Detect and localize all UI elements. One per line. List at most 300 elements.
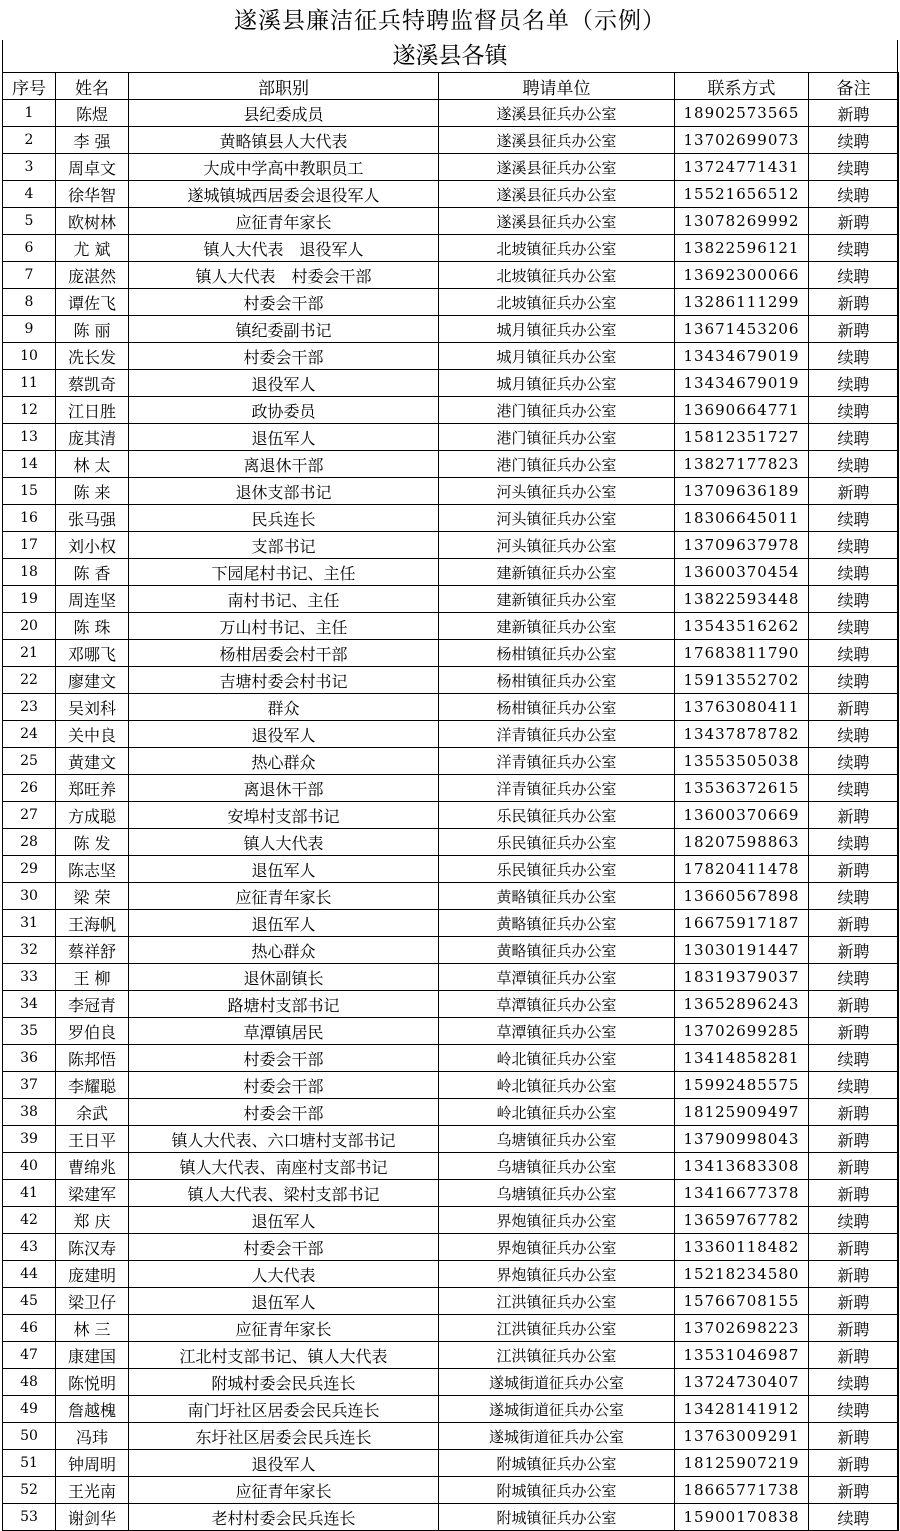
cell-unit: 河头镇征兵办公室	[439, 532, 675, 559]
table-row	[3, 748, 899, 775]
cell-position: 安埠村支部书记	[129, 802, 439, 829]
cell-phone: 18207598863	[675, 829, 809, 856]
cell-unit: 界炮镇征兵办公室	[439, 1261, 675, 1288]
cell-name: 陈汉寿	[56, 1234, 129, 1261]
table-row	[3, 1369, 899, 1396]
cell-index: 16	[3, 505, 56, 532]
cell-position: 退伍军人	[129, 1207, 439, 1234]
cell-note: 新聘	[809, 1099, 899, 1126]
header-index: 序号	[3, 73, 56, 100]
cell-note: 新聘	[809, 208, 899, 235]
cell-phone: 13709636189	[675, 478, 809, 505]
table-row	[3, 1126, 899, 1153]
cell-phone: 13414858281	[675, 1045, 809, 1072]
table-row	[3, 586, 899, 613]
table-row	[3, 478, 899, 505]
cell-name: 陈志坚	[56, 856, 129, 883]
cell-name: 郑旺养	[56, 775, 129, 802]
cell-name: 庞其清	[56, 424, 129, 451]
cell-name: 王 柳	[56, 964, 129, 991]
cell-phone: 18125907219	[675, 1450, 809, 1477]
cell-unit: 遂溪县征兵办公室	[439, 100, 675, 127]
cell-position: 路塘村支部书记	[129, 991, 439, 1018]
cell-name: 曹绵兆	[56, 1153, 129, 1180]
cell-name: 郑 庆	[56, 1207, 129, 1234]
cell-index: 50	[3, 1423, 56, 1450]
cell-phone: 18306645011	[675, 505, 809, 532]
cell-unit: 乌塘镇征兵办公室	[439, 1180, 675, 1207]
cell-note: 续聘	[809, 721, 899, 748]
cell-index: 8	[3, 289, 56, 316]
cell-index: 46	[3, 1315, 56, 1342]
table-frame	[2, 40, 898, 1530]
cell-phone: 13790998043	[675, 1126, 809, 1153]
cell-position: 退休副镇长	[129, 964, 439, 991]
cell-name: 蔡凯奇	[56, 370, 129, 397]
table-row	[3, 964, 899, 991]
cell-index: 53	[3, 1504, 56, 1531]
cell-index: 25	[3, 748, 56, 775]
cell-position: 吉塘村委会村书记	[129, 667, 439, 694]
document-title: 遂溪县廉洁征兵特聘监督员名单（示例）	[234, 8, 666, 34]
cell-index: 2	[3, 127, 56, 154]
cell-index: 28	[3, 829, 56, 856]
cell-position: 村委会干部	[129, 1072, 439, 1099]
cell-position: 黄略镇县人大代表	[129, 127, 439, 154]
cell-note: 续聘	[809, 559, 899, 586]
cell-name: 陈 发	[56, 829, 129, 856]
cell-name: 王光南	[56, 1477, 129, 1504]
cell-position: 江北村支部书记、镇人大代表	[129, 1342, 439, 1369]
cell-position: 村委会干部	[129, 343, 439, 370]
cell-phone: 15812351727	[675, 424, 809, 451]
cell-phone: 13600370669	[675, 802, 809, 829]
cell-note: 续聘	[809, 1045, 899, 1072]
cell-index: 51	[3, 1450, 56, 1477]
cell-position: 支部书记	[129, 532, 439, 559]
cell-note: 续聘	[809, 1504, 899, 1531]
cell-phone: 13660567898	[675, 883, 809, 910]
cell-index: 26	[3, 775, 56, 802]
cell-unit: 北坡镇征兵办公室	[439, 235, 675, 262]
cell-position: 应征青年家长	[129, 1315, 439, 1342]
cell-note: 新聘	[809, 910, 899, 937]
table-row	[3, 829, 899, 856]
cell-index: 30	[3, 883, 56, 910]
cell-unit: 黄略镇征兵办公室	[439, 883, 675, 910]
cell-position: 镇人大代表、梁村支部书记	[129, 1180, 439, 1207]
table-row	[3, 1153, 899, 1180]
cell-name: 陈煜	[56, 100, 129, 127]
table-row	[3, 883, 899, 910]
cell-index: 13	[3, 424, 56, 451]
cell-note: 续聘	[809, 1207, 899, 1234]
cell-position: 退役军人	[129, 1450, 439, 1477]
cell-position: 东圩社区居委会民兵连长	[129, 1423, 439, 1450]
cell-note: 续聘	[809, 154, 899, 181]
cell-unit: 岭北镇征兵办公室	[439, 1072, 675, 1099]
cell-index: 39	[3, 1126, 56, 1153]
cell-name: 江日胜	[56, 397, 129, 424]
supervisor-table	[2, 72, 899, 1531]
cell-unit: 黄略镇征兵办公室	[439, 937, 675, 964]
cell-unit: 乌塘镇征兵办公室	[439, 1153, 675, 1180]
cell-phone: 13827177823	[675, 451, 809, 478]
table-row	[3, 1315, 899, 1342]
cell-name: 邓哪飞	[56, 640, 129, 667]
cell-index: 1	[3, 100, 56, 127]
cell-phone: 13553505038	[675, 748, 809, 775]
cell-name: 谢剑华	[56, 1504, 129, 1531]
header-note: 备注	[809, 73, 899, 100]
cell-name: 刘小权	[56, 532, 129, 559]
cell-unit: 遂溪县征兵办公室	[439, 208, 675, 235]
cell-phone: 13413683308	[675, 1153, 809, 1180]
cell-name: 康建国	[56, 1342, 129, 1369]
cell-phone: 13702699073	[675, 127, 809, 154]
cell-index: 18	[3, 559, 56, 586]
cell-name: 庞湛然	[56, 262, 129, 289]
cell-unit: 港门镇征兵办公室	[439, 424, 675, 451]
table-row	[3, 802, 899, 829]
table-header-row	[3, 73, 899, 100]
table-row	[3, 1099, 899, 1126]
cell-note: 新聘	[809, 1180, 899, 1207]
cell-index: 6	[3, 235, 56, 262]
cell-name: 张马强	[56, 505, 129, 532]
cell-unit: 草潭镇征兵办公室	[439, 991, 675, 1018]
cell-index: 42	[3, 1207, 56, 1234]
cell-note: 新聘	[809, 1450, 899, 1477]
cell-phone: 15900170838	[675, 1504, 809, 1531]
cell-unit: 城月镇征兵办公室	[439, 343, 675, 370]
cell-note: 新聘	[809, 1234, 899, 1261]
cell-index: 20	[3, 613, 56, 640]
cell-name: 徐华智	[56, 181, 129, 208]
cell-name: 林 太	[56, 451, 129, 478]
cell-note: 新聘	[809, 1288, 899, 1315]
cell-name: 冼长发	[56, 343, 129, 370]
cell-position: 镇人大代表、南座村支部书记	[129, 1153, 439, 1180]
cell-position: 南门圩社区居委会民兵连长	[129, 1396, 439, 1423]
cell-note: 续聘	[809, 181, 899, 208]
table-row	[3, 505, 899, 532]
cell-position: 草潭镇居民	[129, 1018, 439, 1045]
cell-note: 续聘	[809, 1072, 899, 1099]
cell-phone: 15218234580	[675, 1261, 809, 1288]
table-row	[3, 127, 899, 154]
cell-phone: 13822596121	[675, 235, 809, 262]
cell-unit: 杨柑镇征兵办公室	[439, 694, 675, 721]
cell-name: 钟周明	[56, 1450, 129, 1477]
table-body	[3, 100, 899, 1531]
cell-unit: 建新镇征兵办公室	[439, 586, 675, 613]
cell-phone: 18665771738	[675, 1477, 809, 1504]
cell-index: 38	[3, 1099, 56, 1126]
cell-index: 7	[3, 262, 56, 289]
cell-unit: 乐民镇征兵办公室	[439, 856, 675, 883]
cell-name: 余武	[56, 1099, 129, 1126]
table-row	[3, 1072, 899, 1099]
cell-position: 县纪委成员	[129, 100, 439, 127]
cell-name: 庞建明	[56, 1261, 129, 1288]
cell-unit: 黄略镇征兵办公室	[439, 910, 675, 937]
cell-phone: 16675917187	[675, 910, 809, 937]
cell-unit: 遂城街道征兵办公室	[439, 1423, 675, 1450]
cell-note: 新聘	[809, 856, 899, 883]
cell-unit: 洋青镇征兵办公室	[439, 748, 675, 775]
cell-position: 离退休干部	[129, 451, 439, 478]
cell-index: 27	[3, 802, 56, 829]
cell-index: 37	[3, 1072, 56, 1099]
cell-name: 谭佐飞	[56, 289, 129, 316]
cell-phone: 13724730407	[675, 1369, 809, 1396]
table-row	[3, 937, 899, 964]
cell-unit: 洋青镇征兵办公室	[439, 721, 675, 748]
table-row	[3, 721, 899, 748]
cell-phone: 15766708155	[675, 1288, 809, 1315]
cell-phone: 13692300066	[675, 262, 809, 289]
cell-phone: 13724771431	[675, 154, 809, 181]
cell-position: 应征青年家长	[129, 208, 439, 235]
cell-unit: 港门镇征兵办公室	[439, 451, 675, 478]
header-name: 姓名	[56, 73, 129, 100]
cell-position: 万山村书记、主任	[129, 613, 439, 640]
cell-name: 冯玮	[56, 1423, 129, 1450]
cell-phone: 13652896243	[675, 991, 809, 1018]
cell-position: 镇人大代表	[129, 829, 439, 856]
cell-name: 林 三	[56, 1315, 129, 1342]
table-row	[3, 208, 899, 235]
table-row	[3, 1288, 899, 1315]
cell-index: 43	[3, 1234, 56, 1261]
cell-position: 下园尾村书记、主任	[129, 559, 439, 586]
table-row	[3, 640, 899, 667]
cell-position: 南村书记、主任	[129, 586, 439, 613]
cell-note: 新聘	[809, 937, 899, 964]
cell-note: 新聘	[809, 1153, 899, 1180]
cell-name: 欧树林	[56, 208, 129, 235]
cell-position: 镇人大代表 退役军人	[129, 235, 439, 262]
cell-index: 34	[3, 991, 56, 1018]
cell-unit: 江洪镇征兵办公室	[439, 1288, 675, 1315]
table-row	[3, 1180, 899, 1207]
cell-position: 杨柑居委会村干部	[129, 640, 439, 667]
cell-unit: 草潭镇征兵办公室	[439, 964, 675, 991]
cell-note: 续聘	[809, 370, 899, 397]
cell-index: 33	[3, 964, 56, 991]
cell-unit: 界炮镇征兵办公室	[439, 1207, 675, 1234]
cell-note: 续聘	[809, 829, 899, 856]
table-row	[3, 1045, 899, 1072]
cell-phone: 13416677378	[675, 1180, 809, 1207]
table-row	[3, 100, 899, 127]
cell-note: 续聘	[809, 586, 899, 613]
cell-position: 人大代表	[129, 1261, 439, 1288]
cell-phone: 13822593448	[675, 586, 809, 613]
cell-phone: 17820411478	[675, 856, 809, 883]
cell-position: 离退休干部	[129, 775, 439, 802]
cell-name: 蔡祥舒	[56, 937, 129, 964]
table-row	[3, 1450, 899, 1477]
cell-note: 续聘	[809, 964, 899, 991]
cell-unit: 乌塘镇征兵办公室	[439, 1126, 675, 1153]
cell-position: 村委会干部	[129, 1234, 439, 1261]
cell-index: 41	[3, 1180, 56, 1207]
cell-phone: 13434679019	[675, 370, 809, 397]
cell-unit: 北坡镇征兵办公室	[439, 262, 675, 289]
cell-name: 李冠青	[56, 991, 129, 1018]
cell-note: 续聘	[809, 640, 899, 667]
cell-phone: 15913552702	[675, 667, 809, 694]
cell-name: 关中良	[56, 721, 129, 748]
table-row	[3, 343, 899, 370]
cell-position: 热心群众	[129, 748, 439, 775]
cell-phone: 13428141912	[675, 1396, 809, 1423]
cell-note: 新聘	[809, 1423, 899, 1450]
cell-phone: 15992485575	[675, 1072, 809, 1099]
cell-position: 附城村委会民兵连长	[129, 1369, 439, 1396]
cell-unit: 遂溪县征兵办公室	[439, 154, 675, 181]
cell-unit: 乐民镇征兵办公室	[439, 829, 675, 856]
cell-position: 村委会干部	[129, 1099, 439, 1126]
cell-note: 续聘	[809, 883, 899, 910]
cell-position: 应征青年家长	[129, 1477, 439, 1504]
cell-phone: 17683811790	[675, 640, 809, 667]
table-row	[3, 1018, 899, 1045]
table-row	[3, 451, 899, 478]
table-row	[3, 316, 899, 343]
cell-note: 新聘	[809, 100, 899, 127]
table-subtitle: 遂溪县各镇	[392, 43, 508, 69]
cell-name: 陈邦悟	[56, 1045, 129, 1072]
cell-position: 退伍军人	[129, 1288, 439, 1315]
cell-index: 4	[3, 181, 56, 208]
cell-index: 29	[3, 856, 56, 883]
cell-phone: 13690664771	[675, 397, 809, 424]
cell-note: 续聘	[809, 235, 899, 262]
cell-name: 梁建军	[56, 1180, 129, 1207]
cell-position: 民兵连长	[129, 505, 439, 532]
cell-note: 续聘	[809, 343, 899, 370]
cell-phone: 13600370454	[675, 559, 809, 586]
cell-index: 49	[3, 1396, 56, 1423]
cell-index: 48	[3, 1369, 56, 1396]
table-row	[3, 694, 899, 721]
cell-index: 10	[3, 343, 56, 370]
cell-unit: 河头镇征兵办公室	[439, 505, 675, 532]
cell-phone: 13709637978	[675, 532, 809, 559]
cell-name: 王海帆	[56, 910, 129, 937]
cell-position: 遂城镇城西居委会退役军人	[129, 181, 439, 208]
cell-phone: 13437878782	[675, 721, 809, 748]
cell-note: 新聘	[809, 694, 899, 721]
cell-name: 罗伯良	[56, 1018, 129, 1045]
table-row	[3, 1207, 899, 1234]
cell-name: 陈 香	[56, 559, 129, 586]
cell-note: 新聘	[809, 1315, 899, 1342]
table-row	[3, 532, 899, 559]
cell-unit: 遂城街道征兵办公室	[439, 1396, 675, 1423]
cell-unit: 草潭镇征兵办公室	[439, 1018, 675, 1045]
cell-note: 续聘	[809, 1369, 899, 1396]
cell-index: 11	[3, 370, 56, 397]
cell-unit: 岭北镇征兵办公室	[439, 1099, 675, 1126]
cell-index: 24	[3, 721, 56, 748]
cell-note: 新聘	[809, 1477, 899, 1504]
table-row	[3, 370, 899, 397]
cell-unit: 港门镇征兵办公室	[439, 397, 675, 424]
table-row	[3, 154, 899, 181]
cell-note: 新聘	[809, 316, 899, 343]
cell-name: 李耀聪	[56, 1072, 129, 1099]
cell-index: 36	[3, 1045, 56, 1072]
cell-name: 陈 丽	[56, 316, 129, 343]
cell-index: 44	[3, 1261, 56, 1288]
cell-phone: 13536372615	[675, 775, 809, 802]
cell-unit: 岭北镇征兵办公室	[439, 1045, 675, 1072]
cell-phone: 18902573565	[675, 100, 809, 127]
cell-name: 李 强	[56, 127, 129, 154]
cell-note: 续聘	[809, 505, 899, 532]
cell-note: 续聘	[809, 451, 899, 478]
cell-index: 17	[3, 532, 56, 559]
cell-unit: 遂溪县征兵办公室	[439, 181, 675, 208]
cell-name: 周连坚	[56, 586, 129, 613]
cell-position: 退伍军人	[129, 424, 439, 451]
cell-phone: 13286111299	[675, 289, 809, 316]
cell-phone: 13763009291	[675, 1423, 809, 1450]
cell-position: 退役军人	[129, 370, 439, 397]
cell-unit: 杨柑镇征兵办公室	[439, 667, 675, 694]
cell-position: 退伍军人	[129, 910, 439, 937]
cell-phone: 18319379037	[675, 964, 809, 991]
cell-phone: 13434679019	[675, 343, 809, 370]
cell-unit: 遂溪县征兵办公室	[439, 127, 675, 154]
cell-note: 新聘	[809, 478, 899, 505]
table-row	[3, 856, 899, 883]
cell-index: 21	[3, 640, 56, 667]
cell-index: 22	[3, 667, 56, 694]
cell-note: 续聘	[809, 424, 899, 451]
cell-unit: 江洪镇征兵办公室	[439, 1315, 675, 1342]
cell-note: 新聘	[809, 802, 899, 829]
cell-phone: 13360118482	[675, 1234, 809, 1261]
cell-unit: 城月镇征兵办公室	[439, 316, 675, 343]
cell-index: 47	[3, 1342, 56, 1369]
table-row	[3, 1234, 899, 1261]
cell-unit: 建新镇征兵办公室	[439, 559, 675, 586]
cell-note: 续聘	[809, 775, 899, 802]
table-row	[3, 991, 899, 1018]
cell-name: 陈悦明	[56, 1369, 129, 1396]
cell-unit: 杨柑镇征兵办公室	[439, 640, 675, 667]
cell-name: 王日平	[56, 1126, 129, 1153]
cell-phone: 13763080411	[675, 694, 809, 721]
cell-unit: 附城镇征兵办公室	[439, 1450, 675, 1477]
cell-phone: 13531046987	[675, 1342, 809, 1369]
cell-note: 新聘	[809, 289, 899, 316]
cell-position: 退伍军人	[129, 856, 439, 883]
cell-index: 31	[3, 910, 56, 937]
table-row	[3, 910, 899, 937]
cell-unit: 北坡镇征兵办公室	[439, 289, 675, 316]
header-position: 部职别	[129, 73, 439, 100]
cell-note: 新聘	[809, 1126, 899, 1153]
cell-phone: 13030191447	[675, 937, 809, 964]
table-row	[3, 775, 899, 802]
table-row	[3, 1396, 899, 1423]
